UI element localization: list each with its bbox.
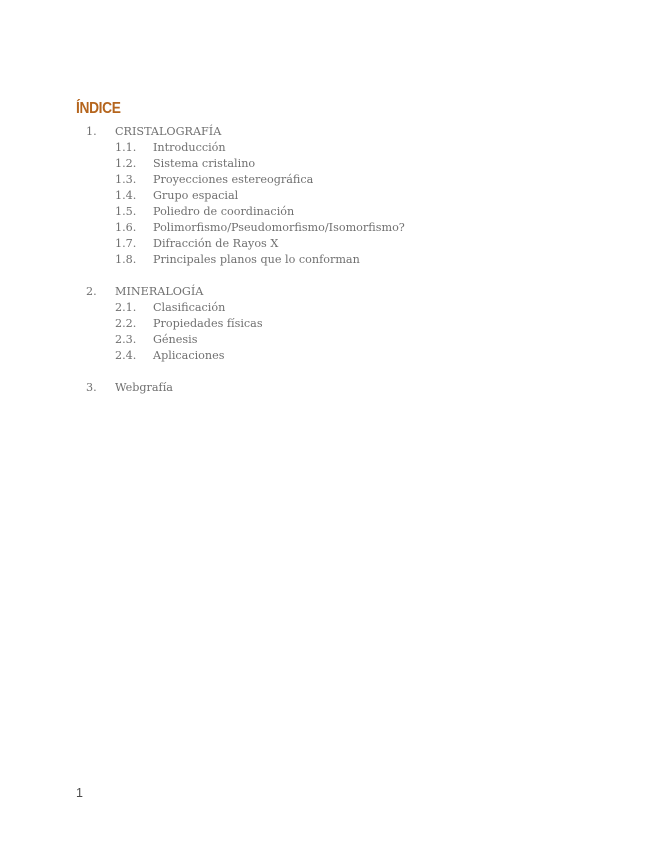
toc-sub-entry-number: 2.2. — [115, 317, 137, 330]
toc-sub-entry[interactable] — [0, 332, 655, 348]
toc-entry-label: Webgrafía — [115, 381, 173, 394]
toc-sub-entry-label: Principales planos que lo conforman — [153, 253, 360, 266]
toc-sub-entry-label: Génesis — [153, 333, 198, 346]
toc-entry-label: CRISTALOGRAFÍA — [115, 125, 222, 138]
toc-sub-entry-number: 1.4. — [115, 189, 137, 202]
toc-sub-entry-label: Proyecciones estereográfica — [153, 173, 314, 186]
toc-sub-entry-label: Poliedro de coordinación — [153, 205, 295, 218]
toc-entry-label: MINERALOGÍA — [115, 285, 204, 298]
toc-sub-entry[interactable] — [0, 220, 655, 236]
toc-sub-entry[interactable] — [0, 252, 655, 268]
toc-sub-entry-number: 2.4. — [115, 349, 137, 362]
toc-sub-entry[interactable] — [0, 172, 655, 188]
toc-sub-entry[interactable] — [0, 204, 655, 220]
toc-sub-entry[interactable] — [0, 236, 655, 252]
toc-sub-entry[interactable] — [0, 300, 655, 316]
toc-sub-entry-label: Grupo espacial — [153, 189, 239, 202]
toc-main-entry[interactable] — [0, 284, 655, 300]
toc-sub-entry[interactable] — [0, 316, 655, 332]
toc-entry-number: 3. — [86, 381, 97, 394]
toc-entry-number: 2. — [86, 285, 97, 298]
toc-entry-number: 1. — [86, 125, 97, 138]
toc-sub-entry[interactable] — [0, 348, 655, 364]
toc-sub-entry-number: 2.1. — [115, 301, 137, 314]
toc-section-cristalografia — [0, 124, 655, 268]
toc-sub-entry-number: 1.8. — [115, 253, 137, 266]
toc-sub-entry-label: Aplicaciones — [153, 349, 225, 362]
toc-sub-entry-number: 2.3. — [115, 333, 137, 346]
toc-sub-entry[interactable] — [0, 140, 655, 156]
toc-sub-entry-number: 1.6. — [115, 221, 137, 234]
toc-sub-entry-label: Difracción de Rayos X — [153, 237, 279, 250]
toc-sub-entry-number: 1.1. — [115, 141, 137, 154]
toc-main-entry[interactable] — [0, 124, 655, 140]
toc-sub-entry-label: Sistema cristalino — [153, 157, 256, 170]
toc-sub-entry-number: 1.5. — [115, 205, 137, 218]
toc-sub-entry-number: 1.7. — [115, 237, 137, 250]
toc-sub-entry-number: 1.3. — [115, 173, 137, 186]
toc-sub-entry-number: 1.2. — [115, 157, 137, 170]
toc-sub-entry-label: Introducción — [153, 141, 226, 154]
toc-section-mineralogia — [0, 284, 655, 364]
toc-section-webgrafia — [0, 380, 655, 396]
toc-sub-entry[interactable] — [0, 188, 655, 204]
table-of-contents — [0, 124, 655, 412]
page-number: 1 — [76, 786, 83, 800]
toc-sub-entry[interactable] — [0, 156, 655, 172]
toc-sub-entry-label: Propiedades físicas — [153, 317, 263, 330]
toc-main-entry[interactable] — [0, 380, 655, 396]
toc-sub-entry-label: Clasificación — [153, 301, 226, 314]
page-title: ÍNDICE — [76, 100, 121, 117]
toc-sub-entry-label: Polimorfismo/Pseudomorfismo/Isomorfismo? — [153, 221, 405, 234]
